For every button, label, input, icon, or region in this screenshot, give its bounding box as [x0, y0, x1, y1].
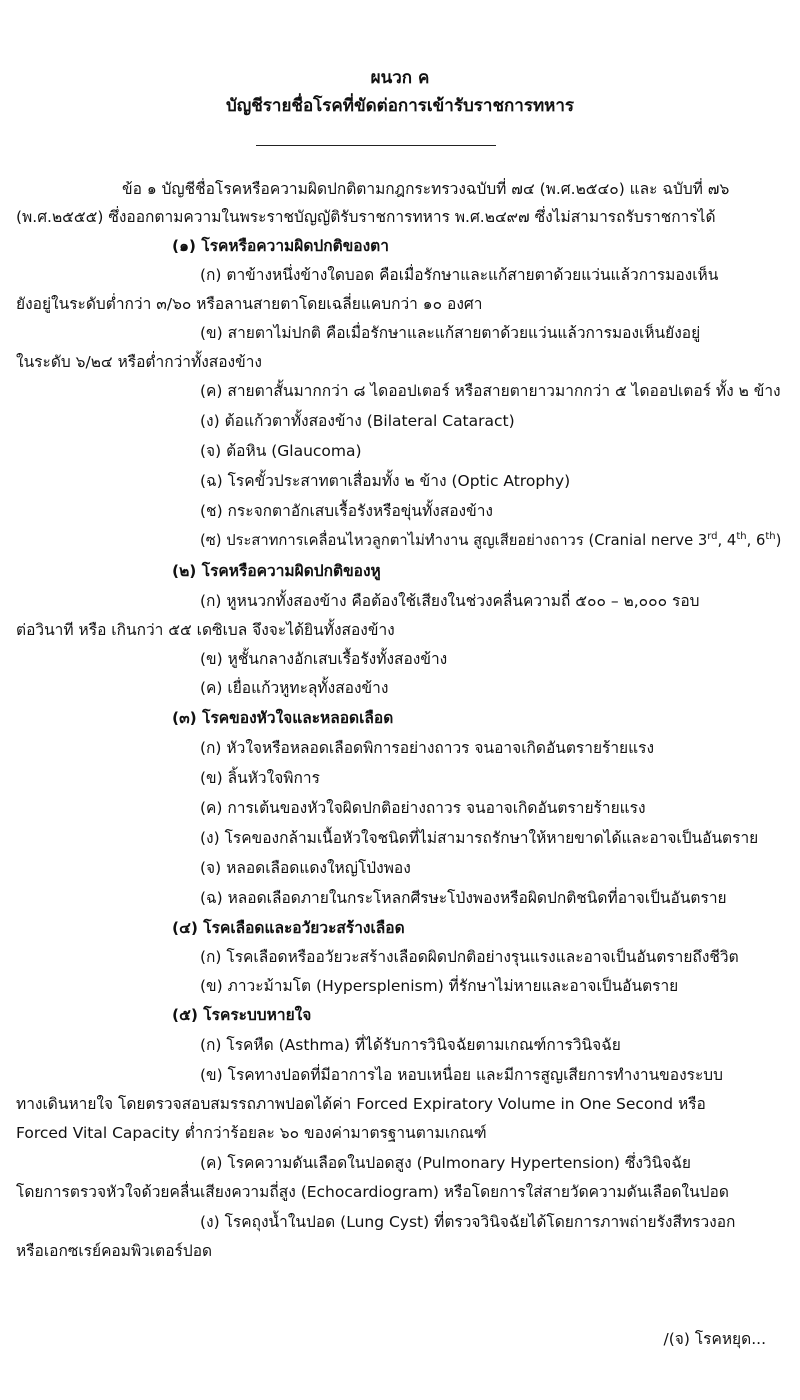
- s2-item-a-line-1: (ก) หูหนวกทั้งสองข้าง คือต้องใช้เสียงในช่วงคลื่นความถี่ ๕๐๐ – ๒,๐๐๐ รอบ: [200, 592, 700, 610]
- s1-item-f: (ฉ) โรคขั้วประสาทตาเสื่อมทั้ง ๒ ข้าง (Optic Atrophy): [200, 472, 571, 490]
- s3-item-a: (ก) หัวใจหรือหลอดเลือดพิการอย่างถาวร จนอาจเกิดอันตรายร้ายแรง: [200, 739, 655, 757]
- s5-item-a: (ก) โรคหืด (Asthma) ที่ได้รับการวินิจฉัยตามเกณฑ์การวินิจฉัย: [200, 1036, 621, 1054]
- s5-item-d-line-2: หรือเอกซเรย์คอมพิวเตอร์ปอด: [16, 1242, 213, 1260]
- section-3-heading: (๓) โรคของหัวใจและหลอดเลือด: [172, 709, 394, 727]
- s1-item-b-line-1: (ข) สายตาไม่ปกติ คือเมื่อรักษาและแก้สายตาด้วยแว่นแล้วการมองเห็นยังอยู่: [200, 324, 701, 342]
- s3-item-b: (ข) ลิ้นหัวใจพิการ: [200, 769, 320, 787]
- intro-line-1: ข้อ ๑ บัญชีชื่อโรคหรือความผิดปกติตามกฎกระทรวงฉบับที่ ๗๔ (พ.ศ.๒๕๔๐) และ ฉบับที่ ๗๖: [122, 180, 730, 198]
- continuation-note: /(จ) โรคหยุด...: [663, 1330, 766, 1348]
- s1-item-d: (ง) ต้อแก้วตาทั้งสองข้าง (Bilateral Cataract): [200, 412, 515, 430]
- title-divider: [256, 145, 496, 146]
- s1-item-e: (จ) ต้อหิน (Glaucoma): [200, 442, 362, 460]
- section-4-heading: (๔) โรคเลือดและอวัยวะสร้างเลือด: [172, 919, 405, 937]
- s1-item-c: (ค) สายตาสั้นมากกว่า ๘ ไดออปเตอร์ หรือสายตายาวมากกว่า ๕ ไดออปเตอร์ ทั้ง ๒ ข้าง: [200, 382, 781, 400]
- intro-line-2: (พ.ศ.๒๕๕๕) ซึ่งออกตามความในพระราชบัญญัติรับราชการทหาร พ.ศ.๒๔๙๗ ซึ่งไม่สามารถรับราชการได้: [16, 208, 716, 226]
- s5-item-c-line-1: (ค) โรคความดันเลือดในปอดสูง (Pulmonary Hypertension) ซึ่งวินิจฉัย: [200, 1154, 691, 1172]
- s4-item-a: (ก) โรคเลือดหรืออวัยวะสร้างเลือดผิดปกติอย่างรุนแรงและอาจเป็นอันตรายถึงชีวิต: [200, 948, 739, 966]
- s3-item-d: (ง) โรคของกล้ามเนื้อหัวใจชนิดที่ไม่สามารถรักษาให้หายขาดได้และอาจเป็นอันตราย: [200, 829, 759, 847]
- s3-item-f: (ฉ) หลอดเลือดภายในกระโหลกศีรษะโป่งพองหรือผิดปกติชนิดที่อาจเป็นอันตราย: [200, 889, 727, 907]
- s1-item-a-line-2: ยังอยู่ในระดับต่ำกว่า ๓/๖๐ หรือลานสายตาโดยเฉลี่ยแคบกว่า ๑๐ องศา: [16, 295, 483, 313]
- s2-item-a-line-2: ต่อวินาที หรือ เกินกว่า ๕๕ เดซิเบล จึงจะได้ยินทั้งสองข้าง: [16, 621, 395, 639]
- s5-item-b-line-1: (ข) โรคทางปอดที่มีอาการไอ หอบเหนื่อย และมีการสูญเสียการทำงานของระบบ: [200, 1066, 723, 1084]
- s1-item-g: (ช) กระจกตาอักเสบเรื้อรังหรือขุ่นทั้งสองข้าง: [200, 502, 493, 520]
- s5-item-c-line-2: โดยการตรวจหัวใจด้วยคลื่นเสียงความถี่สูง (Echocardiogram) หรือโดยการใส่สายวัดความดันเลือดในปอด: [16, 1183, 729, 1201]
- s4-item-b: (ข) ภาวะม้ามโต (Hypersplenism) ที่รักษาไม่หายและอาจเป็นอันตราย: [200, 977, 679, 995]
- s5-item-b-line-3: Forced Vital Capacity ต่ำกว่าร้อยละ ๖๐ ของค่ามาตรฐานตามเกณฑ์: [16, 1124, 487, 1142]
- s3-item-e: (จ) หลอดเลือดแดงใหญ่โป่งพอง: [200, 859, 411, 877]
- s5-item-b-line-2: ทางเดินหายใจ โดยตรวจสอบสมรรถภาพปอดได้ค่า Forced Expiratory Volume in One Second หรือ: [16, 1095, 706, 1113]
- s1-item-a-line-1: (ก) ตาข้างหนึ่งข้างใดบอด คือเมื่อรักษาและแก้สายตาด้วยแว่นแล้วการมองเห็น: [200, 266, 719, 284]
- annex-label: ผนวก ค: [370, 68, 430, 88]
- s5-item-d-line-1: (ง) โรคถุงน้ำในปอด (Lung Cyst) ที่ตรวจวินิจฉัยได้โดยการภาพถ่ายรังสีทรวงอก: [200, 1213, 736, 1231]
- section-5-heading: (๕) โรคระบบหายใจ: [172, 1006, 312, 1024]
- s2-item-b: (ข) หูชั้นกลางอักเสบเรื้อรังทั้งสองข้าง: [200, 650, 448, 668]
- s3-item-c: (ค) การเต้นของหัวใจผิดปกติอย่างถาวร จนอาจเกิดอันตรายร้ายแรง: [200, 799, 646, 817]
- s1-item-h: (ซ) ประสาทการเคลื่อนไหวลูกตาไม่ทำงาน สูญเสียอย่างถาวร (Cranial nerve 3rd, 4th, 6th): [200, 531, 782, 549]
- section-2-heading: (๒) โรคหรือความผิดปกติของหู: [172, 562, 381, 580]
- document-title: บัญชีรายชื่อโรคที่ขัดต่อการเข้ารับราชการทหาร: [225, 96, 575, 116]
- s2-item-c: (ค) เยื่อแก้วหูทะลุทั้งสองข้าง: [200, 679, 389, 697]
- s1-item-b-line-2: ในระดับ ๖/๒๔ หรือต่ำกว่าทั้งสองข้าง: [16, 353, 262, 371]
- section-1-heading: (๑) โรคหรือความผิดปกติของตา: [172, 237, 389, 255]
